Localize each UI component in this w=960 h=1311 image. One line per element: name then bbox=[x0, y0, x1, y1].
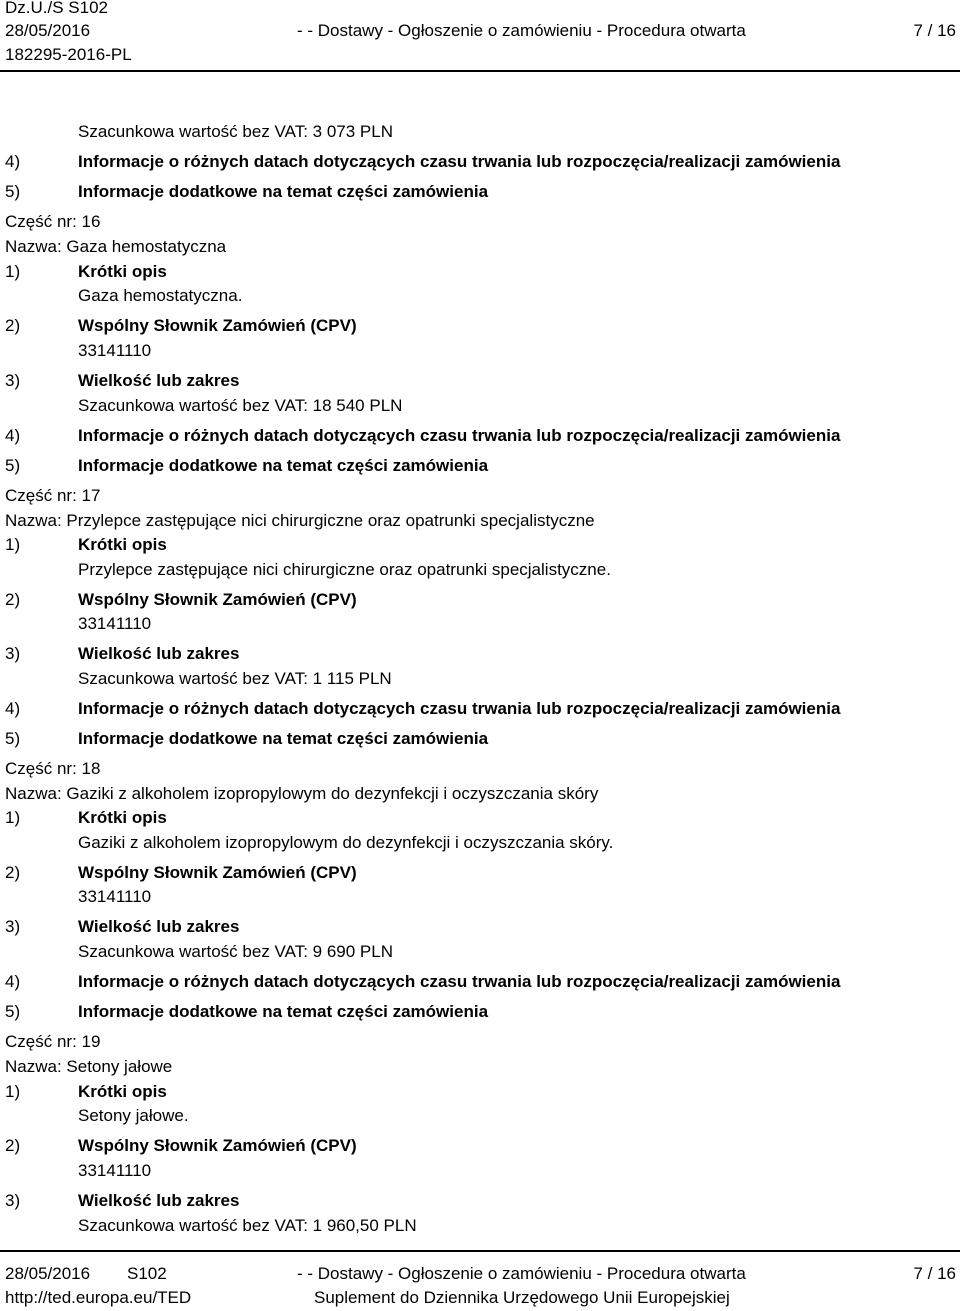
cpv-code-text: 33141110 bbox=[78, 1161, 152, 1180]
prev-value-row bbox=[0, 120, 960, 144]
footer-supplement: Suplement do Dziennika Urzędowego Unii Europejskiej bbox=[314, 1288, 730, 1307]
item-heading: Wielkość lub zakres bbox=[78, 917, 240, 936]
item-heading: Informacje o różnych datach dotyczących czasu trwania lub rozpoczęcia/realizacji zamówienia bbox=[78, 152, 841, 171]
short-description-heading bbox=[0, 1080, 960, 1104]
estimated-value bbox=[0, 940, 960, 964]
item-heading: Wspólny Słownik Zamówień (CPV) bbox=[78, 316, 357, 335]
item-number: 2) bbox=[5, 590, 21, 609]
journal-ref: Dz.U./S S102 bbox=[5, 0, 108, 17]
lot-name-text: Nazwa: Setony jałowe bbox=[5, 1057, 173, 1076]
footer-divider bbox=[0, 1250, 960, 1252]
item-number: 3) bbox=[5, 644, 21, 663]
lot-name bbox=[0, 782, 960, 806]
header-date: 28/05/2016 bbox=[5, 21, 91, 40]
item-heading: Wspólny Słownik Zamówień (CPV) bbox=[78, 863, 357, 882]
footer-url-link[interactable]: http://ted.europa.eu/TED bbox=[5, 1288, 192, 1307]
item-heading: Wielkość lub zakres bbox=[78, 371, 240, 390]
footer-title: - - Dostawy - Ogłoszenie o zamówieniu - Procedura otwarta bbox=[297, 1264, 746, 1283]
cpv-code-text: 33141110 bbox=[78, 887, 152, 906]
footer-series: S102 bbox=[127, 1264, 167, 1283]
scope-heading bbox=[0, 915, 960, 939]
additional-info-heading bbox=[0, 454, 960, 478]
item-number: 3) bbox=[5, 371, 21, 390]
item-heading: Krótki opis bbox=[78, 808, 167, 827]
lot-number-text: Część nr: 16 bbox=[5, 212, 101, 231]
item-heading: Krótki opis bbox=[78, 262, 167, 281]
scope-heading bbox=[0, 1189, 960, 1213]
item-number: 5) bbox=[5, 456, 21, 475]
lot-name bbox=[0, 235, 960, 259]
dates-heading bbox=[0, 970, 960, 994]
item-number: 4) bbox=[5, 426, 21, 445]
footer-page-number: 7 / 16 bbox=[913, 1264, 956, 1283]
cpv-code bbox=[0, 1159, 960, 1183]
item-heading: Wielkość lub zakres bbox=[78, 1191, 240, 1210]
short-description-heading bbox=[0, 806, 960, 830]
lot-number bbox=[0, 1030, 960, 1054]
lot-number-text: Część nr: 18 bbox=[5, 759, 101, 778]
footer-date: 28/05/2016 bbox=[5, 1264, 91, 1283]
additional-info-heading bbox=[0, 1000, 960, 1024]
header-title: - - Dostawy - Ogłoszenie o zamówieniu - Procedura otwarta bbox=[297, 21, 746, 40]
lot-number bbox=[0, 757, 960, 781]
additional-info-heading bbox=[0, 727, 960, 751]
estimated-value-text: Szacunkowa wartość bez VAT: 18 540 PLN bbox=[78, 396, 403, 415]
item-heading: Wspólny Słownik Zamówień (CPV) bbox=[78, 1136, 357, 1155]
short-description-heading bbox=[0, 533, 960, 557]
item-heading: Wspólny Słownik Zamówień (CPV) bbox=[78, 590, 357, 609]
cpv-code bbox=[0, 885, 960, 909]
item-heading: Informacje o różnych datach dotyczących czasu trwania lub rozpoczęcia/realizacji zamówienia bbox=[78, 972, 841, 991]
estimated-value-text: Szacunkowa wartość bez VAT: 9 690 PLN bbox=[78, 942, 393, 961]
item-number: 4) bbox=[5, 699, 21, 718]
scope-heading bbox=[0, 369, 960, 393]
item-number: 1) bbox=[5, 808, 21, 827]
description-text: Przylepce zastępujące nici chirurgiczne oraz opatrunki specjalistyczne. bbox=[78, 560, 611, 579]
header-page-number: 7 / 16 bbox=[913, 21, 956, 40]
short-description bbox=[0, 558, 960, 582]
cpv-code-text: 33141110 bbox=[78, 341, 152, 360]
estimated-value bbox=[0, 667, 960, 691]
item-heading: Krótki opis bbox=[78, 1082, 167, 1101]
item-number: 2) bbox=[5, 316, 21, 335]
item-number: 5) bbox=[5, 729, 21, 748]
estimated-value bbox=[0, 394, 960, 418]
cpv-heading bbox=[0, 1134, 960, 1158]
lot-number-text: Część nr: 17 bbox=[5, 486, 101, 505]
lot-name-text: Nazwa: Przylepce zastępujące nici chirurgiczne oraz opatrunki specjalistyczne bbox=[5, 511, 595, 530]
lot-number bbox=[0, 210, 960, 234]
short-description bbox=[0, 284, 960, 308]
item-number: 5) bbox=[5, 182, 21, 201]
short-description bbox=[0, 831, 960, 855]
item-number: 3) bbox=[5, 917, 21, 936]
short-description-heading bbox=[0, 260, 960, 284]
item-number: 2) bbox=[5, 863, 21, 882]
item-heading: Informacje dodatkowe na temat części zamówienia bbox=[78, 1002, 489, 1021]
estimated-value: Szacunkowa wartość bez VAT: 3 073 PLN bbox=[78, 122, 393, 141]
cpv-heading bbox=[0, 314, 960, 338]
cpv-code-text: 33141110 bbox=[78, 614, 152, 633]
lot-name-text: Nazwa: Gaziki z alkoholem izopropylowym do dezynfekcji i oczyszczania skóry bbox=[5, 784, 599, 803]
description-text: Setony jałowe. bbox=[78, 1106, 189, 1125]
cpv-code bbox=[0, 339, 960, 363]
item-number: 2) bbox=[5, 1136, 21, 1155]
lot-number-text: Część nr: 19 bbox=[5, 1032, 101, 1051]
item-heading: Krótki opis bbox=[78, 535, 167, 554]
estimated-value bbox=[0, 1214, 960, 1238]
lot-name bbox=[0, 509, 960, 533]
estimated-value-text: Szacunkowa wartość bez VAT: 1 115 PLN bbox=[78, 669, 392, 688]
dates-heading bbox=[0, 424, 960, 448]
item-number: 4) bbox=[5, 152, 21, 171]
cpv-code bbox=[0, 612, 960, 636]
item-heading: Informacje o różnych datach dotyczących czasu trwania lub rozpoczęcia/realizacji zamówienia bbox=[78, 699, 841, 718]
lot-name bbox=[0, 1055, 960, 1079]
item-number: 4) bbox=[5, 972, 21, 991]
cpv-heading bbox=[0, 588, 960, 612]
item-heading: Wielkość lub zakres bbox=[78, 644, 240, 663]
dates-heading bbox=[0, 697, 960, 721]
item-heading: Informacje dodatkowe na temat części zamówienia bbox=[78, 182, 489, 201]
item-number: 5) bbox=[5, 1002, 21, 1021]
section-item-4 bbox=[0, 150, 960, 174]
short-description bbox=[0, 1104, 960, 1128]
estimated-value-text: Szacunkowa wartość bez VAT: 1 960,50 PLN bbox=[78, 1216, 417, 1235]
header-divider bbox=[0, 70, 960, 72]
description-text: Gaza hemostatyczna. bbox=[78, 286, 243, 305]
item-number: 1) bbox=[5, 262, 21, 281]
lot-number bbox=[0, 484, 960, 508]
item-heading: Informacje dodatkowe na temat części zamówienia bbox=[78, 456, 489, 475]
item-number: 3) bbox=[5, 1191, 21, 1210]
scope-heading bbox=[0, 642, 960, 666]
notice-id: 182295-2016-PL bbox=[5, 45, 132, 64]
item-number: 1) bbox=[5, 535, 21, 554]
description-text: Gaziki z alkoholem izopropylowym do dezynfekcji i oczyszczania skóry. bbox=[78, 833, 614, 852]
section-item-5 bbox=[0, 180, 960, 204]
item-heading: Informacje o różnych datach dotyczących czasu trwania lub rozpoczęcia/realizacji zamówienia bbox=[78, 426, 841, 445]
lot-name-text: Nazwa: Gaza hemostatyczna bbox=[5, 237, 227, 256]
item-heading: Informacje dodatkowe na temat części zamówienia bbox=[78, 729, 489, 748]
item-number: 1) bbox=[5, 1082, 21, 1101]
cpv-heading bbox=[0, 861, 960, 885]
